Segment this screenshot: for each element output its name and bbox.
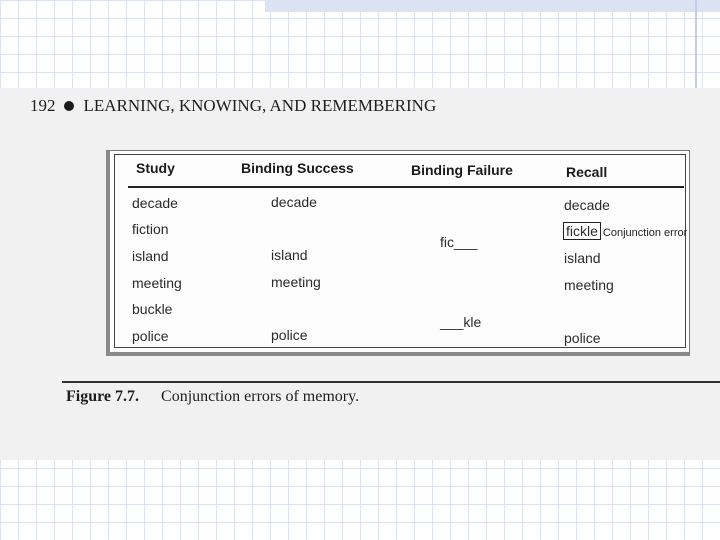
study-word: meeting (132, 275, 182, 291)
study-word: fiction (132, 221, 169, 237)
slide-vertical-rule (695, 0, 697, 88)
figure-caption (66, 388, 359, 406)
study-word: police (132, 328, 169, 344)
figure-number: Figure 7.7. (66, 388, 140, 405)
binding-success-word: police (271, 327, 308, 343)
binding-failure-fragment: fic___ (440, 234, 478, 250)
study-word: decade (132, 195, 178, 211)
binding-success-word: island (271, 247, 308, 263)
recall-word: decade (564, 197, 610, 213)
header-rule (128, 186, 684, 188)
recall-word: meeting (564, 277, 614, 293)
column-header-binding-success: Binding Success (241, 160, 354, 176)
running-title: LEARNING, KNOWING, AND REMEMBERING (83, 96, 437, 115)
slide-top-band (265, 0, 720, 12)
page-header (30, 96, 436, 116)
column-header-binding-failure: Binding Failure (411, 162, 513, 178)
bullet-icon (64, 101, 74, 111)
recall-conjunction-error (566, 223, 687, 239)
study-word: buckle (132, 301, 173, 317)
page-number: 192 (30, 96, 56, 115)
recall-word: island (564, 250, 601, 266)
column-header-recall: Recall (566, 164, 608, 180)
binding-success-word: meeting (271, 274, 321, 290)
column-header-study: Study (136, 160, 175, 176)
binding-failure-fragment: ___kle (440, 314, 482, 330)
caption-rule (62, 381, 720, 383)
recall-word-boxed: fickle (563, 222, 601, 240)
binding-success-word: decade (271, 194, 317, 210)
recall-word: police (564, 330, 601, 346)
conjunction-error-label: Conjunction error (602, 227, 688, 239)
caption-text: Conjunction errors of memory. (161, 388, 360, 405)
study-word: island (132, 248, 169, 264)
